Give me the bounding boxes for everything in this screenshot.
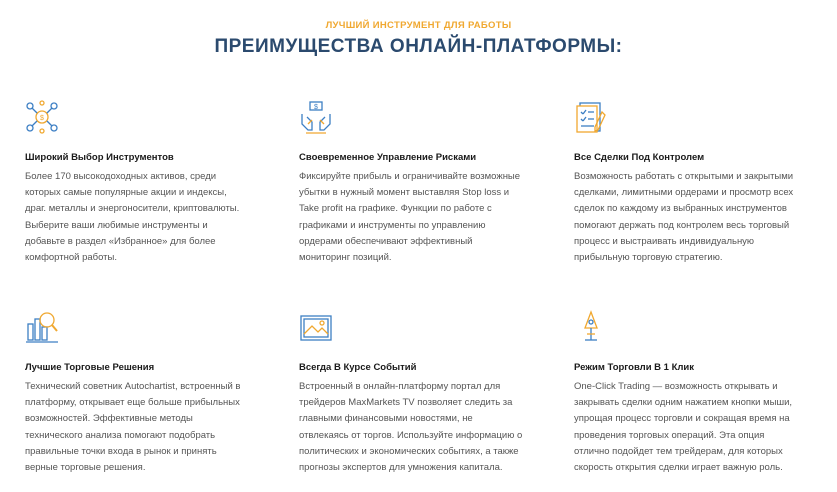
feature-card-deals (574, 100, 799, 266)
feature-text: Более 170 высокодоходных активов, среди которых самые популярные акции и индексы, драг. металлы и энергоносители, криптовалюты. Выберите ваши любимые инструменты и добавьте в раздел «Избранное» для более комфортной работы. (25, 171, 240, 264)
feature-title: Всегда В Курсе Событий (299, 362, 417, 373)
feature-title: Своевременное Управление Рисками (299, 152, 477, 163)
feature-text: Возможность работать с открытыми и закрытыми сделками, лимитными ордерами и просмотр всех сделок по каждому из выбранных инструментов помогают держать под контролем весь торговый процесс и выстраивать индивидуальную прибыльную торговую стратегию. (574, 171, 794, 264)
analytics-search-icon (25, 310, 59, 344)
assets-network-icon (25, 100, 59, 134)
feature-card-risk (299, 100, 524, 266)
feature-title: Режим Торговли В 1 Клик (574, 362, 695, 373)
feature-card-solutions (25, 310, 250, 476)
checklist-icon (574, 100, 608, 134)
feature-card-oneclick (574, 310, 799, 476)
feature-text: One-Click Trading — возможность открывать и закрывать сделки одним нажатием кнопки мыши, упрощая процесс торговли и сокращая время на проведения торговых операций. Эта опция отлично подойдет тем трейдерам, для которых скорость открытия сделки играет важную роль. (574, 381, 793, 474)
section-eyebrow: ЛУЧШИЙ ИНСТРУМЕНТ ДЛЯ РАБОТЫ (325, 20, 512, 31)
feature-title: Широкий Выбор Инструментов (25, 152, 174, 163)
risk-management-icon (299, 100, 333, 134)
one-click-icon (574, 310, 608, 344)
feature-text: Встроенный в онлайн-платформу портал для трейдеров MaxMarkets TV позволяет следить за главными финансовыми новостями, не отвлекаясь от торгов. Используйте информацию о политических и экономических событиях, а также прогнозы экспертов для умножения капитала. (299, 381, 523, 474)
news-image-icon (299, 310, 333, 344)
feature-title: Все Сделки Под Контролем (574, 152, 705, 163)
feature-text: Фиксируйте прибыль и ограничивайте возможные убытки в нужный момент выставляя Stop loss и Take profit на графике. Функции по работе с графиками и инструменты по управлению ордерами обеспечивают эффективный мониторинг позиций. (299, 171, 521, 264)
svg-text:$: $ (40, 115, 44, 122)
section-title: ПРЕИМУЩЕСТВА ОНЛАЙН-ПЛАТФОРМЫ: (214, 36, 623, 57)
feature-card-news (299, 310, 524, 476)
feature-title: Лучшие Торговые Решения (25, 362, 155, 373)
feature-card-instruments (25, 100, 250, 266)
svg-text:$: $ (314, 104, 318, 111)
feature-text: Технический советник Autochartist, встроенный в платформу, открывает еще больше прибыльных возможностей. Эффективные методы технического анализа помогают подобрать правильные точки входа в рынок и принять верные торговые решения. (25, 381, 241, 474)
